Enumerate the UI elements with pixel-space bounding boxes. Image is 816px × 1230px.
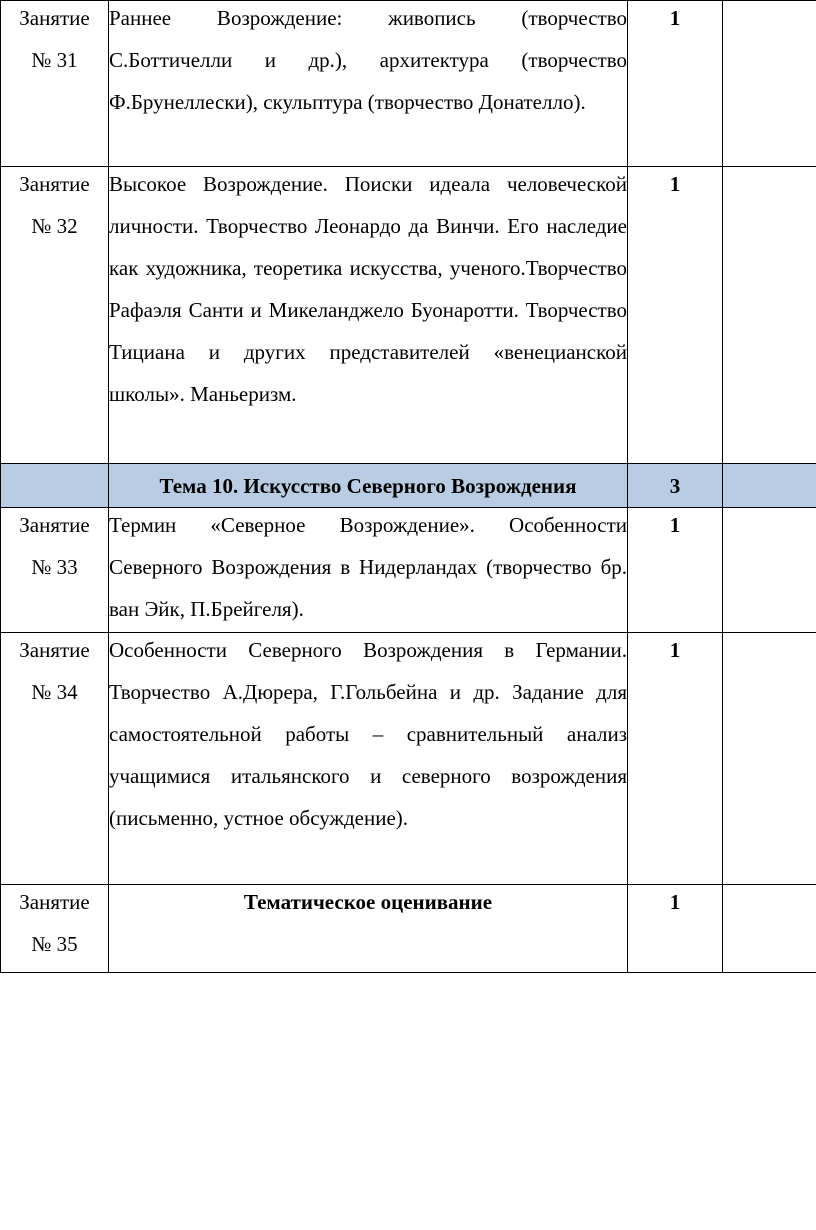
- table-row: [1, 167, 816, 464]
- topic-text: Высокое Возрождение. Поиски идеала человеческой личности. Творчество Леонардо да Винчи. Его наследие как художника, теоретика искусства, ученого.Творчество Рафаэля Санти и Микеланджело Буонаротти. Творчество Тициана и других представителей «венецианской школы». Маньеризм.: [109, 172, 627, 406]
- hours-value: 1: [669, 890, 681, 914]
- extra-cell: [723, 508, 816, 633]
- hours-cell: [628, 1, 723, 167]
- hours-value: 1: [669, 513, 681, 537]
- extra-cell: [723, 167, 816, 464]
- lesson-number: № 35: [31, 932, 78, 956]
- topic-cell: [109, 633, 628, 885]
- hours-cell: [628, 885, 723, 973]
- table-row: [1, 885, 816, 973]
- hours-value: 1: [669, 6, 681, 30]
- lesson-label: Занятие: [19, 513, 90, 537]
- lesson-label: Занятие: [19, 638, 90, 662]
- theme-hours-value: 3: [669, 473, 681, 498]
- lesson-number-cell: [1, 633, 109, 885]
- lesson-number: № 31: [31, 48, 78, 72]
- table-row: [1, 633, 816, 885]
- hours-value: 1: [669, 638, 681, 662]
- lesson-label: Занятие: [19, 890, 90, 914]
- lesson-number: № 33: [31, 555, 78, 579]
- lesson-number-cell: [1, 885, 109, 973]
- table-row: [1, 1, 816, 167]
- lesson-number-cell: [1, 167, 109, 464]
- topic-cell: [109, 508, 628, 633]
- hours-cell: [628, 167, 723, 464]
- lesson-label: Занятие: [19, 172, 90, 196]
- theme-hours-cell: [628, 464, 723, 508]
- topic-cell: [109, 885, 628, 973]
- topic-text: Тематическое оценивание: [243, 890, 493, 914]
- hours-value: 1: [669, 172, 681, 196]
- table-row: [1, 508, 816, 633]
- topic-cell: [109, 1, 628, 167]
- extra-cell: [723, 633, 816, 885]
- lesson-number-cell: [1, 508, 109, 633]
- hours-cell: [628, 508, 723, 633]
- lesson-number: № 34: [31, 680, 78, 704]
- hours-cell: [628, 633, 723, 885]
- topic-text: Термин «Северное Возрождение». Особенности Северного Возрождения в Нидерландах (творчество бр. ван Эйк, П.Брейгеля).: [109, 513, 627, 621]
- theme-row: [1, 464, 816, 508]
- extra-cell: [723, 885, 816, 973]
- lesson-number-cell: [1, 1, 109, 167]
- lesson-number: № 32: [31, 214, 78, 238]
- topic-text: Раннее Возрождение: живопись (творчество С.Боттичелли и др.), архитектура (творчество Ф.Брунеллески), скульптура (творчество Донателло).: [109, 6, 627, 114]
- extra-cell: [723, 464, 816, 508]
- theme-number-cell: [1, 464, 109, 508]
- theme-title: Тема 10. Искусство Северного Возрождения: [109, 464, 628, 508]
- extra-cell: [723, 1, 816, 167]
- lesson-label: Занятие: [19, 6, 90, 30]
- topic-cell: [109, 167, 628, 464]
- topic-text: Особенности Северного Возрождения в Германии. Творчество А.Дюрера, Г.Гольбейна и др. Задание для самостоятельной работы – сравнительный анализ учащимися итальянского и северного возрождения (письменно, устное обсуждение).: [109, 638, 627, 830]
